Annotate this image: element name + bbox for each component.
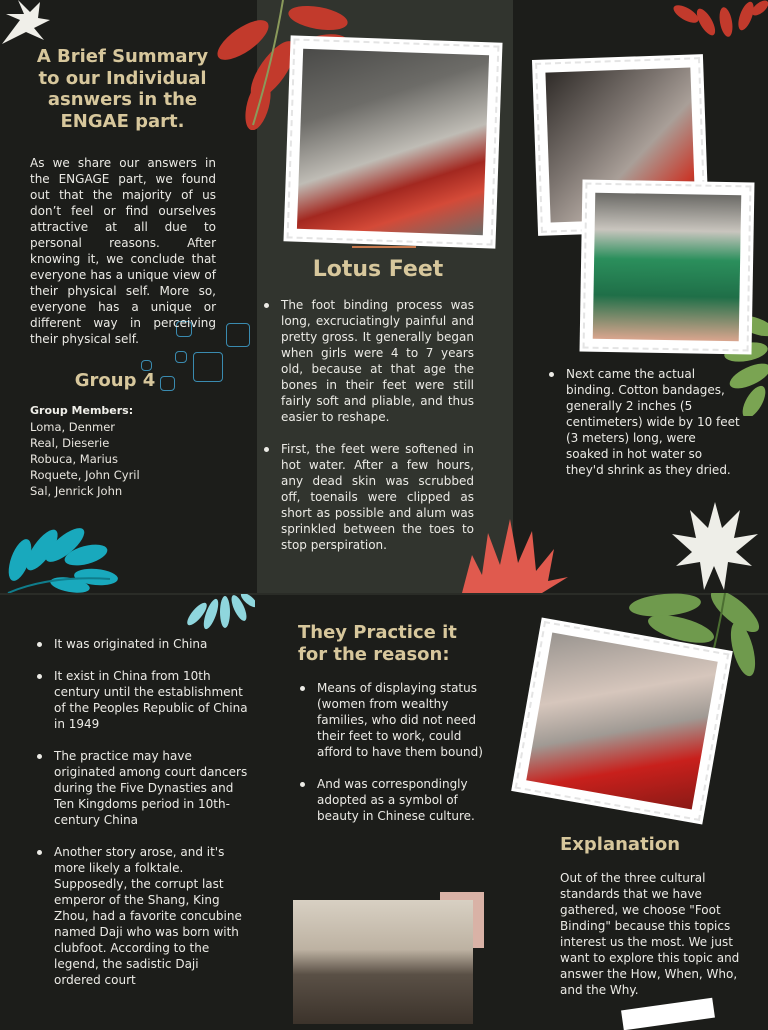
group-members-block	[30, 403, 220, 499]
member-name: Real, Dieserie	[30, 436, 110, 450]
origin-bullet: The practice may have originated among court dancers during the Five Dynasties and Ten Kingdoms period in 10th-century China	[54, 749, 248, 827]
reason-bullet: And was correspondingly adopted as a symbol of beauty in Chinese culture.	[317, 776, 499, 824]
binding-bullets	[540, 366, 742, 494]
teal-leaves-bottom-left	[0, 515, 122, 593]
origin-bullet: It was originated in China	[54, 636, 248, 652]
members-label: Group Members:	[30, 404, 134, 417]
woman-portrait-photo	[293, 900, 473, 1024]
red-heel-photo	[515, 621, 730, 821]
reason-bullet: Means of displaying status (women from wealthy families, who did not need their feet to work, could afford to have them bound)	[317, 680, 499, 760]
reason-title: They Practice it for the reason:	[298, 622, 457, 665]
teal-leaf-top-bottom-half	[185, 594, 255, 642]
summary-body: As we share our answers in the ENGAGE part, we found out that the majority of us don’t feel or find ourselves attractive at all due to personal reasons. After knowing it, we conclude that everyone has a unique view of their physical self. More so, everyone has a unique or different way in perceiving their physical self.	[30, 156, 216, 346]
lotus-shoe-photo	[287, 38, 500, 245]
member-name: Sal, Jenrick John	[30, 484, 123, 498]
explanation-body: Out of the three cultural standards that we have gathered, we choose "Foot Binding" because this topics interest us the most. We just want to explore this topic and answer the How, When, Who, and the Why.	[560, 871, 740, 997]
member-name: Roquete, John Cyril	[30, 468, 140, 482]
binding-bullet: Next came the actual binding. Cotton bandages, generally 2 inches (5 centimeters) wide by 10 feet (3 meters) long, were soaked in hot water so they'd shrink as they dried.	[566, 366, 742, 478]
green-shoe-photo	[583, 183, 752, 352]
origin-bullet: It exist in China from 10th century until the establishment of the Peoples Republic of China in 1949	[54, 669, 248, 731]
photo-corner-bottom-right	[621, 998, 715, 1030]
reason-bullets	[291, 680, 499, 840]
white-leaf-right	[670, 500, 760, 592]
member-name: Robuca, Marius	[30, 452, 118, 466]
deco-square	[193, 352, 223, 382]
white-leaf-top-left	[0, 0, 52, 46]
explanation-title: Explanation	[560, 834, 681, 855]
summary-title: A Brief Summary to our Individual asnwers in the ENGAE part.	[36, 46, 209, 132]
lotus-title: Lotus Feet	[312, 257, 444, 282]
deco-square	[226, 323, 250, 347]
lotus-bullet: The foot binding process was long, excruciatingly painful and pretty gross. It generally began when girls were 4 to 7 years old, because at that age the bones in their feet were still fairly soft and pliable, and thus easier to reshape.	[281, 298, 474, 424]
origin-bullets	[28, 636, 248, 1004]
deco-square	[175, 351, 187, 363]
member-name: Loma, Denmer	[30, 420, 116, 434]
origin-bullet: Another story arose, and it's more likely a folktale. Supposedly, the corrupt last emperor of the Shang, King Zhou, had a favorite concubine named Daji who was born with clubfoot. According to the legend, the sadistic Daji ordered court	[54, 844, 248, 988]
red-leaves-top-right	[672, 0, 768, 42]
lotus-bullet: First, the feet were softened in hot water. After a few hours, any dead skin was scrubbed off, toenails were clipped as short as possible and alum was sprinkled between the toes to stop perspiration.	[281, 442, 474, 552]
lotus-bullets	[255, 297, 474, 569]
group-title: Group 4	[74, 370, 156, 391]
title-underline	[352, 246, 416, 248]
